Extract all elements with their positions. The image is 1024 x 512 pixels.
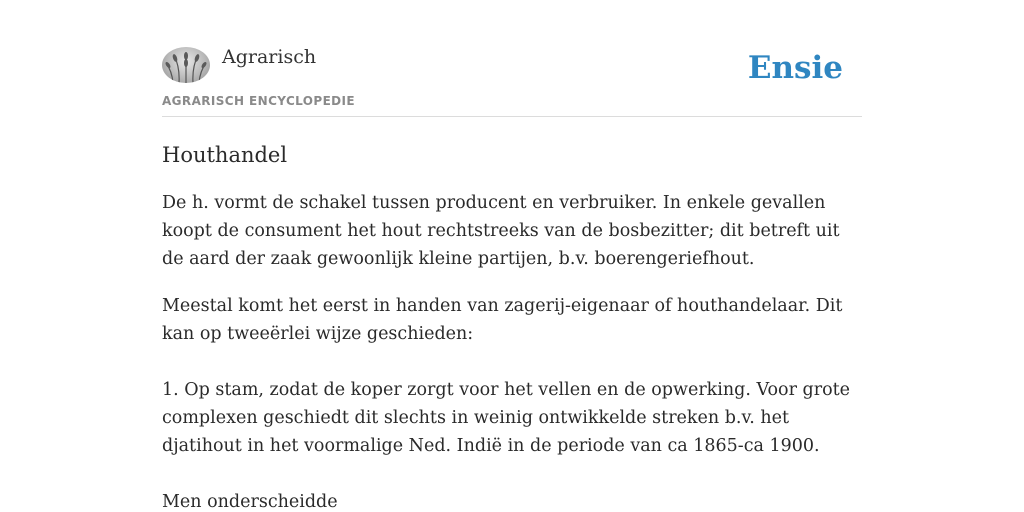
article-content [162, 140, 862, 512]
article-title: Houthandel [162, 143, 288, 167]
article-paragraph: Meestal komt het eerst in handen van zagerij-eigenaar of houthandelaar. Dit kan op tweeërlei wijze geschieden: [162, 296, 843, 344]
site-name[interactable]: Agrarisch [222, 46, 317, 68]
brand-logo-link[interactable]: Ensie [747, 50, 843, 86]
article-paragraph: Men onderscheidde [162, 492, 338, 512]
site-header [162, 44, 862, 117]
site-subtitle: AGRARISCH ENCYCLOPEDIE [162, 94, 355, 108]
wheat-logo-icon[interactable] [162, 47, 210, 83]
article-paragraph: De h. vormt de schakel tussen producent en verbruiker. In enkele gevallen koopt de consument het hout rechtstreeks van de bosbezitter; dit betreft uit de aard der zaak gewoonlijk kleine partijen, b.v. boerengeriefhout. [162, 193, 840, 269]
article-paragraph: 1. Op stam, zodat de koper zorgt voor het vellen en de opwerking. Voor grote complexen geschiedt dit slechts in weinig ontwikkelde streken b.v. het djatihout in het voormalige Ned. Indië in de periode van ca 1865-ca 1900. [162, 380, 851, 456]
